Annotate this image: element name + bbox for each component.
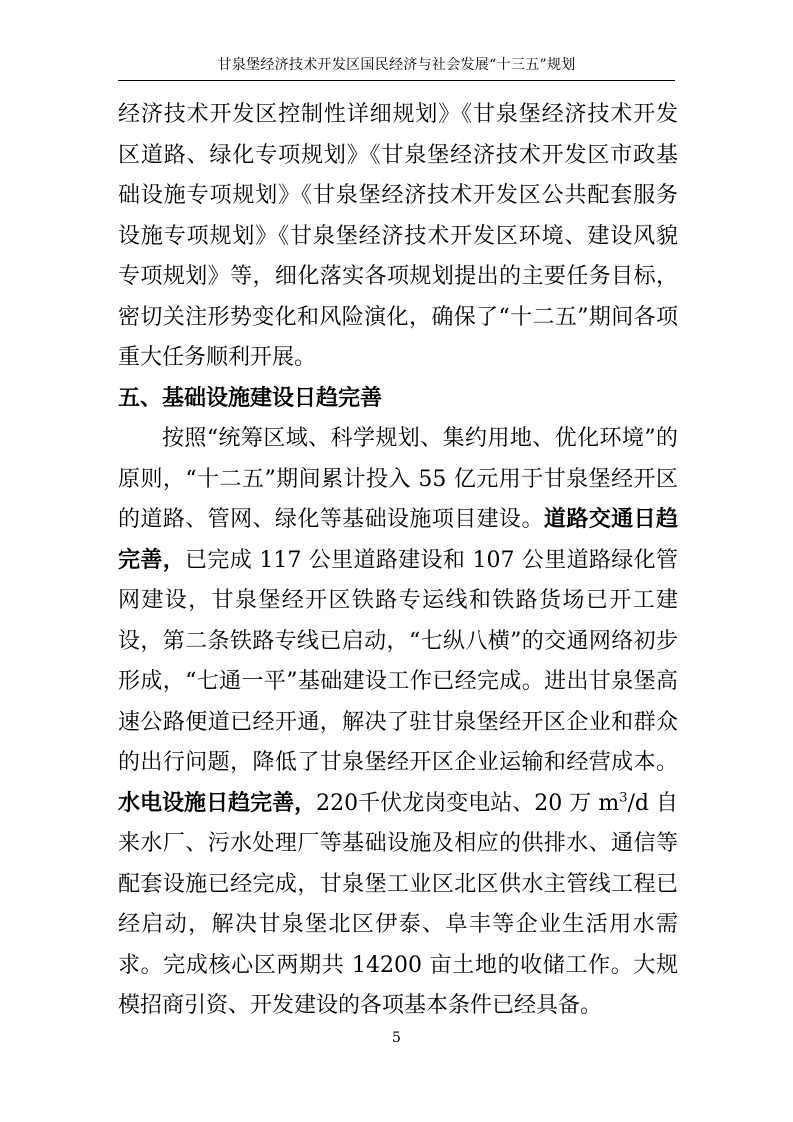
running-header: 甘泉堡经济技术开发区国民经济与社会发展“十三五”规划: [217, 57, 576, 73]
utilities-text-b: /d 自来水厂、污水处理厂等基础设施及相应的供排水、通信等配套设施已经完成，甘泉堡工业区北区供水主管线工程已经启动，解决甘泉堡北区伊泰、阜丰等企业生活用水需求。完成核心区两期共 14200 亩土地的收储工作。大规模招商引资、开发建设的各项基本条件已经具备。: [118, 790, 678, 1018]
page-number: 5: [392, 1030, 401, 1046]
utilities-bold-lead: 水电设施日趋完善，: [118, 790, 317, 816]
roads-bold-lead: 道路交通日趋完善，: [118, 507, 678, 573]
header-rule: [118, 80, 675, 81]
cubic-superscript: 3: [619, 790, 628, 806]
intro-text: 按照“统筹区域、科学规划、集约用地、优化环境”的原则，“十二五”期间累计投入 55 亿元用于甘泉堡经开区的道路、管网、绿化等基础设施项目建设。: [118, 426, 678, 532]
utilities-text-a: 220千伏龙岗变电站、20 万 m: [316, 790, 620, 816]
roads-text: 已完成 117 公里道路建设和 107 公里道路绿化管网建设，甘泉堡经开区铁路专运线和铁路货场已开工建设，第二条铁路专线已启动，“七纵八横”的交通网络初步形成，“七通一平”基础建设工作已经完成。进出甘泉堡高速公路便道已经开通，解决了驻甘泉堡经开区企业和群众的出行问题，降低了甘泉堡经开区企业运输和经营成本。: [118, 547, 678, 775]
document-body: [118, 95, 678, 1027]
section-paragraph: [118, 419, 678, 1027]
section-heading: 五、基础设施建设日趋完善: [118, 385, 383, 411]
continued-paragraph: 经济技术开发区控制性详细规划》《甘泉堡经济技术开发区道路、绿化专项规划》《甘泉堡经济技术开发区市政基础设施专项规划》《甘泉堡经济技术开发区公共配套服务设施专项规划》《甘泉堡经济技术开发区环境、建设风貌专项规划》等，细化落实各项规划提出的主要任务目标，密切关注形势变化和风险演化，确保了“十二五”期间各项重大任务顺利开展。: [118, 102, 678, 370]
